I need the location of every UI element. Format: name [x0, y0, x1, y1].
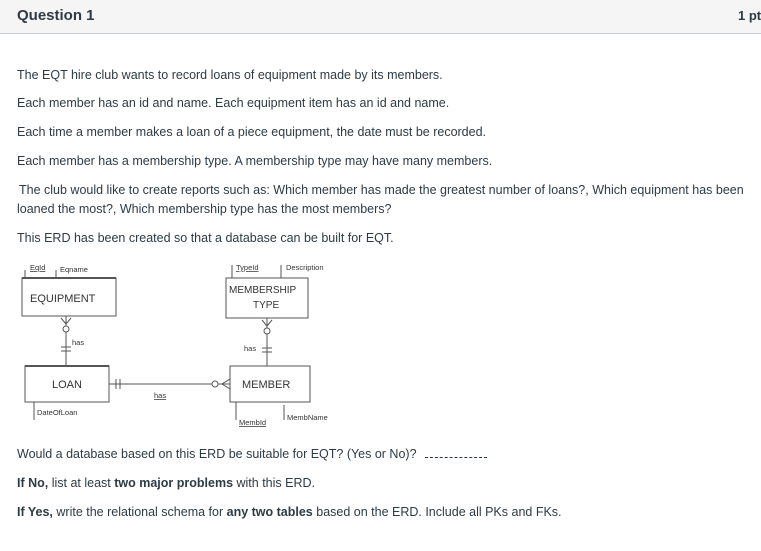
entity-membership-type-label-1: MEMBERSHIP — [229, 285, 297, 296]
if-no-prefix: If No, — [17, 476, 49, 490]
if-no-instruction — [17, 473, 315, 493]
suitability-question — [17, 444, 487, 464]
if-yes-instruction — [17, 502, 562, 522]
question-title: Question 1 — [17, 7, 95, 24]
if-yes-suffix: based on the ERD. Include all PKs and FKs. — [312, 505, 562, 519]
attr-dateofloan: DateOfLoan — [37, 408, 78, 417]
suitability-question-text: Would a database based on this ERD be suitable for EQT? (Yes or No)? — [17, 447, 417, 461]
entity-membership-type-box — [226, 278, 308, 318]
paragraph-5a: The club would like to create reports such as: Which member has made the greatest number of loans?, Which equipment has been — [19, 183, 744, 197]
attr-membname: MembName — [287, 413, 328, 422]
attr-typeid: TypeId — [236, 263, 259, 272]
if-no-bold: two major problems — [114, 476, 234, 490]
if-yes-mid: write the relational schema for — [52, 505, 227, 519]
attr-description: Description — [286, 263, 324, 272]
entity-member-label: MEMBER — [242, 379, 291, 391]
paragraph-3: Each time a member makes a loan of a piece equipment, the date must be recorded. — [17, 125, 487, 139]
attr-membid: MembId — [239, 418, 267, 427]
entity-loan-label: LOAN — [52, 379, 82, 391]
if-no-mid: list at least — [48, 476, 115, 490]
paragraph-6: This ERD has been created so that a database can be built for EQT. — [17, 231, 394, 245]
paragraph-1: The EQT hire club wants to record loans of equipment made by its members. — [17, 68, 443, 82]
attr-eqname: Eqname — [60, 265, 88, 274]
if-no-suffix: with this ERD. — [233, 476, 315, 490]
rel-equipment-loan-label: has — [72, 338, 85, 347]
if-yes-prefix: If Yes, — [17, 505, 53, 519]
entity-membership-type-label-2: TYPE — [253, 300, 280, 311]
if-yes-bold: any two tables — [226, 505, 313, 519]
question-header — [0, 0, 761, 34]
answer-blank — [425, 449, 487, 458]
paragraph-4: Each member has a membership type. A membership type may have many members. — [17, 154, 493, 168]
paragraph-5b: loaned the most?, Which membership type has the most members? — [17, 202, 392, 216]
rel-loan-member-label: has — [154, 391, 167, 400]
attr-eqid: EqId — [30, 263, 46, 272]
question-points: 1 pt — [738, 8, 761, 23]
entity-equipment-label: EQUIPMENT — [30, 293, 96, 305]
paragraph-2: Each member has an id and name. Each equipment item has an id and name. — [17, 96, 450, 110]
rel-type-member-label: has — [244, 344, 257, 353]
erd-diagram — [10, 255, 350, 430]
